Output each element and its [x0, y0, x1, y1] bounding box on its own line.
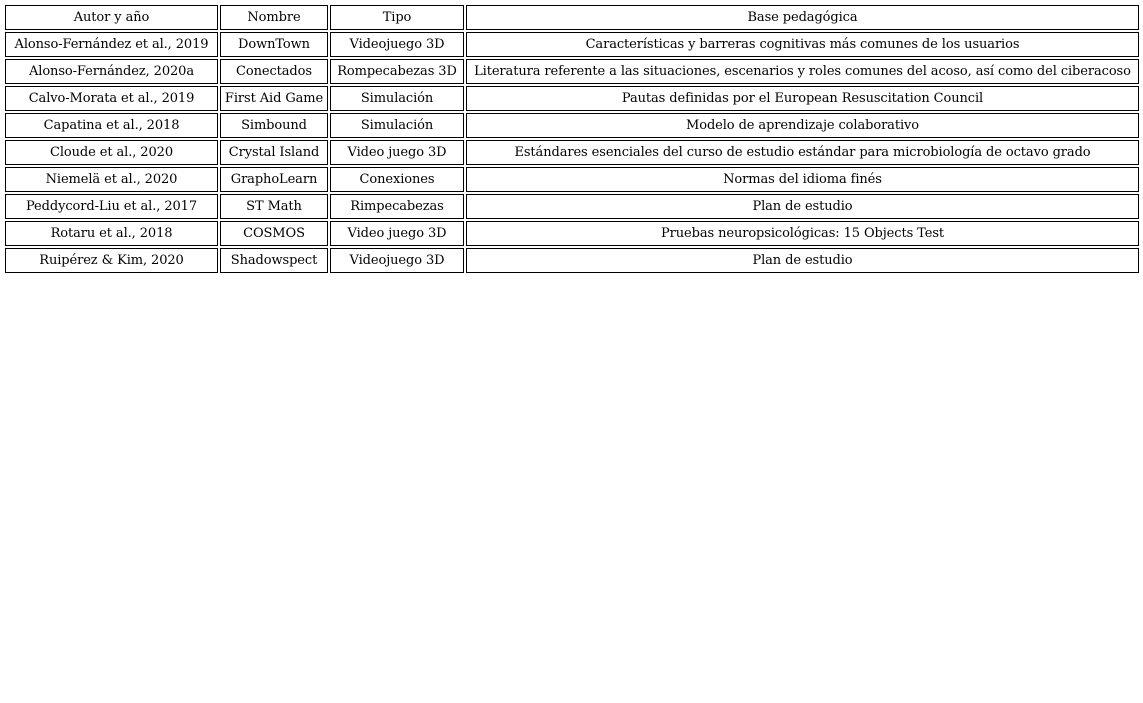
- table-row: [5, 167, 1139, 192]
- cell-autor: Rotaru et al., 2018: [5, 221, 218, 246]
- cell-nombre: Simbound: [220, 113, 328, 138]
- cell-tipo: Rimpecabezas: [330, 194, 464, 219]
- cell-tipo: Simulación: [330, 113, 464, 138]
- table-row: [5, 140, 1139, 165]
- cell-nombre: DownTown: [220, 32, 328, 57]
- cell-nombre: First Aid Game: [220, 86, 328, 111]
- cell-base: Literatura referente a las situaciones, escenarios y roles comunes del acoso, así como del ciberacoso: [466, 59, 1139, 84]
- cell-nombre: Conectados: [220, 59, 328, 84]
- cell-nombre: COSMOS: [220, 221, 328, 246]
- cell-nombre: Crystal Island: [220, 140, 328, 165]
- cell-tipo: Rompecabezas 3D: [330, 59, 464, 84]
- cell-base: Plan de estudio: [466, 194, 1139, 219]
- cell-nombre: GraphoLearn: [220, 167, 328, 192]
- table-row: [5, 59, 1139, 84]
- cell-base: Pautas definidas por el European Resuscitation Council: [466, 86, 1139, 111]
- studies-table: [3, 3, 1141, 275]
- cell-autor: Calvo-Morata et al., 2019: [5, 86, 218, 111]
- cell-base: Estándares esenciales del curso de estudio estándar para microbiología de octavo grado: [466, 140, 1139, 165]
- cell-autor: Alonso-Fernández et al., 2019: [5, 32, 218, 57]
- cell-autor: Cloude et al., 2020: [5, 140, 218, 165]
- cell-base: Normas del idioma finés: [466, 167, 1139, 192]
- header-base: Base pedagógica: [466, 5, 1139, 30]
- table-row: [5, 194, 1139, 219]
- cell-autor: Peddycord-Liu et al., 2017: [5, 194, 218, 219]
- header-autor: Autor y año: [5, 5, 218, 30]
- cell-base: Plan de estudio: [466, 248, 1139, 273]
- table-row: [5, 86, 1139, 111]
- cell-tipo: Video juego 3D: [330, 221, 464, 246]
- cell-nombre: ST Math: [220, 194, 328, 219]
- cell-autor: Niemelä et al., 2020: [5, 167, 218, 192]
- table-row: [5, 113, 1139, 138]
- table-row: [5, 32, 1139, 57]
- header-row: [5, 5, 1139, 30]
- cell-tipo: Video juego 3D: [330, 140, 464, 165]
- cell-tipo: Simulación: [330, 86, 464, 111]
- header-nombre: Nombre: [220, 5, 328, 30]
- cell-base: Características y barreras cognitivas más comunes de los usuarios: [466, 32, 1139, 57]
- cell-tipo: Videojuego 3D: [330, 32, 464, 57]
- cell-tipo: Videojuego 3D: [330, 248, 464, 273]
- cell-autor: Alonso-Fernández, 2020a: [5, 59, 218, 84]
- cell-autor: Ruipérez & Kim, 2020: [5, 248, 218, 273]
- cell-autor: Capatina et al., 2018: [5, 113, 218, 138]
- table-row: [5, 221, 1139, 246]
- cell-nombre: Shadowspect: [220, 248, 328, 273]
- table-row: [5, 248, 1139, 273]
- header-tipo: Tipo: [330, 5, 464, 30]
- cell-tipo: Conexiones: [330, 167, 464, 192]
- cell-base: Modelo de aprendizaje colaborativo: [466, 113, 1139, 138]
- cell-base: Pruebas neuropsicológicas: 15 Objects Test: [466, 221, 1139, 246]
